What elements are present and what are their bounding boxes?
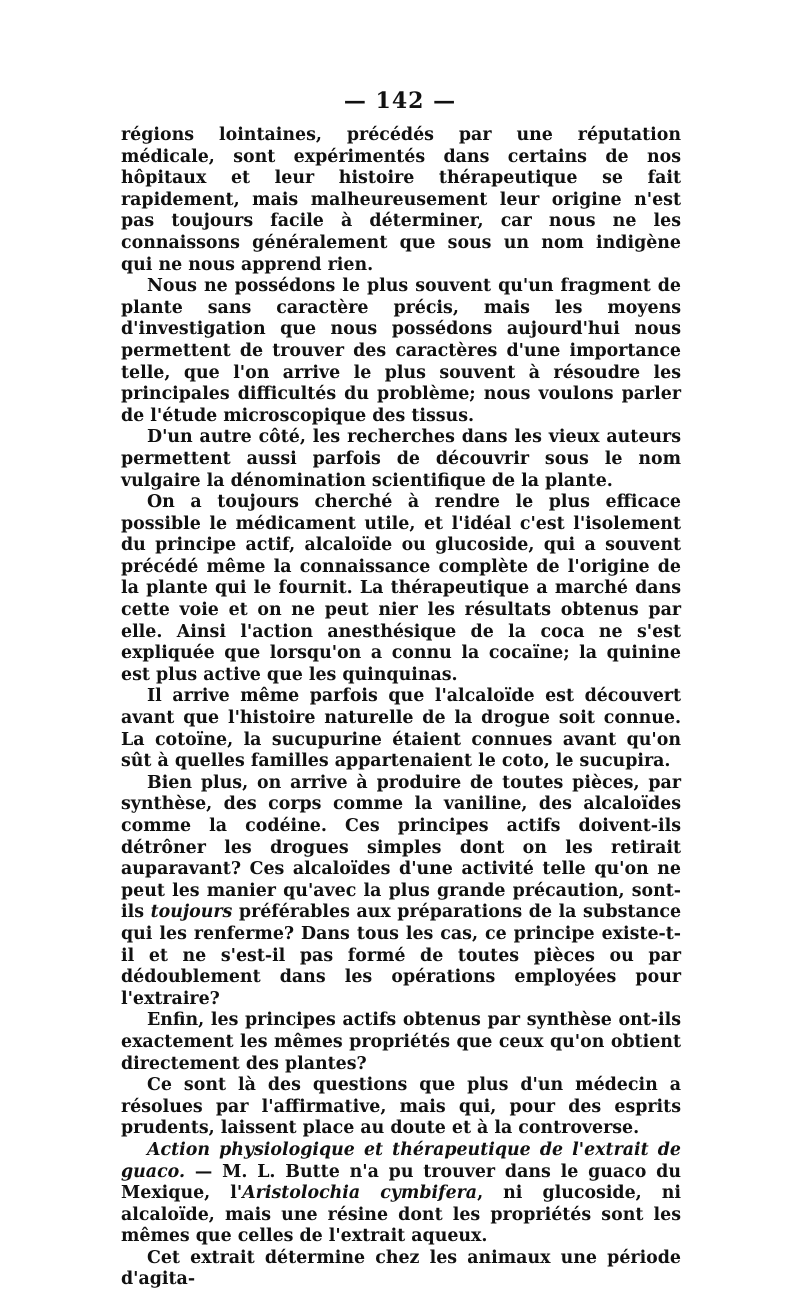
- paragraph-2: Nous ne possédons le plus souvent qu'un fragment de plante sans caractère précis, mais les moyens d'investigation que nous possédons aujourd'hui nous permettent de trouver des caractères d'une importance telle, que l'on arrive le plus souvent à résoudre les principales difficultés du problème; nous voulons parler de l'étude microscopique des tissus.: [121, 276, 681, 426]
- body-text: [121, 125, 681, 1291]
- paragraph-6-text-before: Bien plus, on arrive à produire de toutes pièces, par synthèse, des corps comme la vaniline, des alcaloïdes comme la codéine. Ces principes actifs doivent-ils détrôner les drogues simples dont on les retirait auparavant? Ces alcaloïdes d'une activité telle qu'on ne peut les manier qu'avec la plus grande précaution, sont-ils: [121, 772, 681, 923]
- paragraph-5: Il arrive même parfois que l'alcaloïde est découvert avant que l'histoire naturelle de la drogue soit connue. La cotoïne, la sucupurine étaient connues avant qu'on sût à quelles familles appartenaient le coto, le sucupira.: [121, 686, 681, 772]
- paragraph-6: [121, 773, 681, 1011]
- paragraph-4: On a toujours cherché à rendre le plus efficace possible le médicament utile, et l'idéal c'est l'isolement du principe actif, alcaloïde ou glucoside, qui a souvent précédé même la connaissance complète de l'origine de la plante qui le fournit. La thérapeutique a marché dans cette voie et on ne peut nier les résultats obtenus par elle. Ainsi l'action anesthésique de la coca ne s'est expliquée que lorsqu'on a connu la cocaïne; la quinine est plus active que les quinquinas.: [121, 492, 681, 685]
- paragraph-10: Cet extrait détermine chez les animaux une période d'agita-: [121, 1247, 681, 1290]
- section-heading: Action physiologique et thérapeutique de l'extrait de guaco.: [121, 1139, 681, 1182]
- species-name: Aristolochia cymbifera: [242, 1183, 478, 1204]
- paragraph-3: D'un autre côté, les recherches dans les vieux auteurs permettent aussi parfois de découvrir sous le nom vulgaire la dénomination scientifique de la plante.: [121, 427, 681, 491]
- paragraph-6-text-after: préférables aux préparations de la substance qui les renferme? Dans tous les cas, ce principe existe-t-il et ne s'est-il pas formé de toutes pièces ou par dédoublement dans les opérations employées pour l'extraire?: [121, 902, 682, 1009]
- paragraph-6-emphasis: toujours: [150, 902, 233, 923]
- page-number: — 142 —: [343, 88, 457, 114]
- paragraph-9-text-after: , ni glucoside, ni alcaloïde, mais une résine dont les propriétés sont les mêmes que celles de l'extrait aqueux.: [121, 1183, 681, 1247]
- paragraph-1: régions lointaines, précédés par une réputation médicale, sont expérimentés dans certains de nos hôpitaux et leur histoire thérapeutique se fait rapidement, mais malheureusement leur origine n'est pas toujours facile à déterminer, car nous ne les connaissons généralement que sous un nom indigène qui ne nous apprend rien.: [121, 125, 681, 275]
- paragraph-9-text-before: — M. L. Butte n'a pu trouver dans le guaco du Mexique, l': [121, 1161, 681, 1204]
- paragraph-8: Ce sont là des questions que plus d'un médecin a résolues par l'affirmative, mais qui, pour des esprits prudents, laissent place au doute et à la controverse.: [121, 1075, 681, 1139]
- paragraph-7: Enfin, les principes actifs obtenus par synthèse ont-ils exactement les mêmes propriétés que ceux qu'on obtient directement des plantes?: [121, 1010, 681, 1074]
- paragraph-9: [121, 1140, 681, 1248]
